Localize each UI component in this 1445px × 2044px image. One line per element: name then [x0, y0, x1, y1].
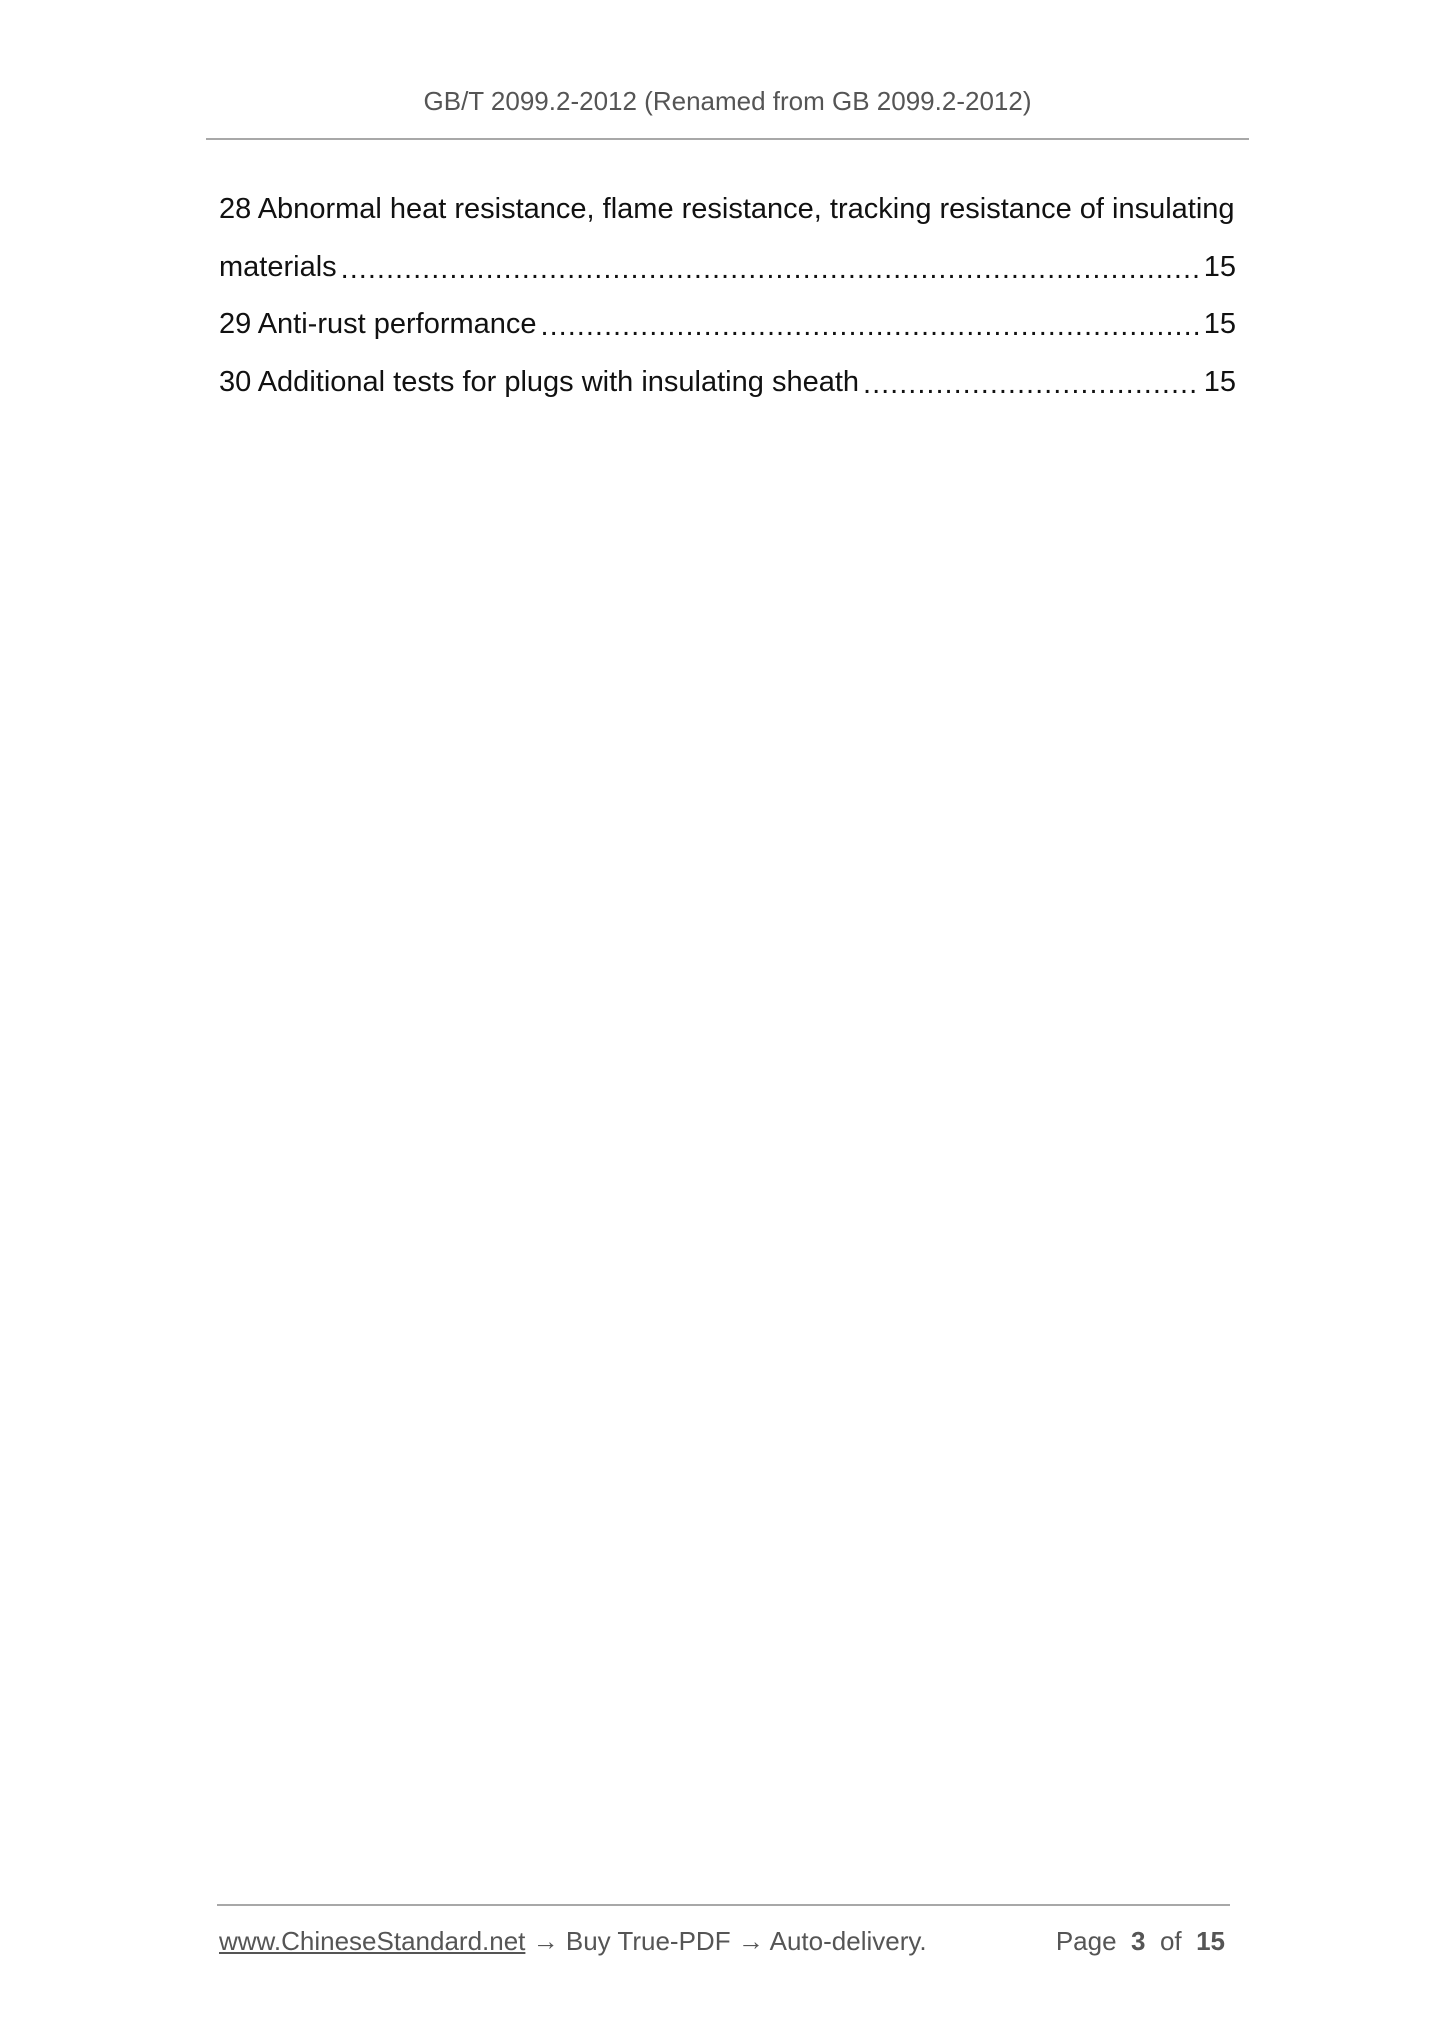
toc-entry-page: 15: [1203, 308, 1236, 341]
toc-entry-title: 29 Anti-rust performance: [219, 308, 537, 341]
website-link[interactable]: www.ChineseStandard.net: [219, 1926, 526, 1956]
current-page: 3: [1131, 1926, 1146, 1956]
delivery-text: Auto-delivery.: [769, 1926, 927, 1956]
table-of-contents: [219, 181, 1236, 411]
toc-entry[interactable]: [219, 239, 1236, 297]
footer-promo: [219, 1926, 927, 1957]
page-footer: [219, 1926, 1225, 1957]
of-label: of: [1159, 1926, 1182, 1956]
toc-entry-title: 30 Additional tests for plugs with insulating sheath: [219, 365, 860, 398]
arrow-icon: →: [737, 1926, 764, 1956]
arrow-icon: →: [532, 1926, 559, 1956]
toc-leader-dots: [341, 253, 1200, 286]
toc-entry-title: 28 Abnormal heat resistance, flame resistance, tracking resistance of insulating: [219, 193, 1235, 226]
total-pages: 15: [1196, 1926, 1225, 1956]
toc-entry-page: 15: [1203, 365, 1236, 398]
header-divider: [206, 138, 1249, 140]
buy-text: Buy True-PDF: [565, 1926, 731, 1956]
page-label: Page: [1055, 1926, 1117, 1956]
footer-divider: [217, 1904, 1230, 1906]
toc-entry[interactable]: [219, 354, 1236, 412]
page-header: GB/T 2099.2-2012 (Renamed from GB 2099.2-2012): [423, 86, 1032, 116]
toc-leader-dots: [541, 310, 1200, 343]
toc-entry[interactable]: [219, 181, 1236, 239]
toc-entry-title: materials: [219, 250, 337, 283]
toc-entry-page: 15: [1203, 250, 1236, 283]
page-number: [1056, 1926, 1225, 1957]
toc-entry[interactable]: [219, 296, 1236, 354]
toc-leader-dots: [863, 368, 1200, 401]
